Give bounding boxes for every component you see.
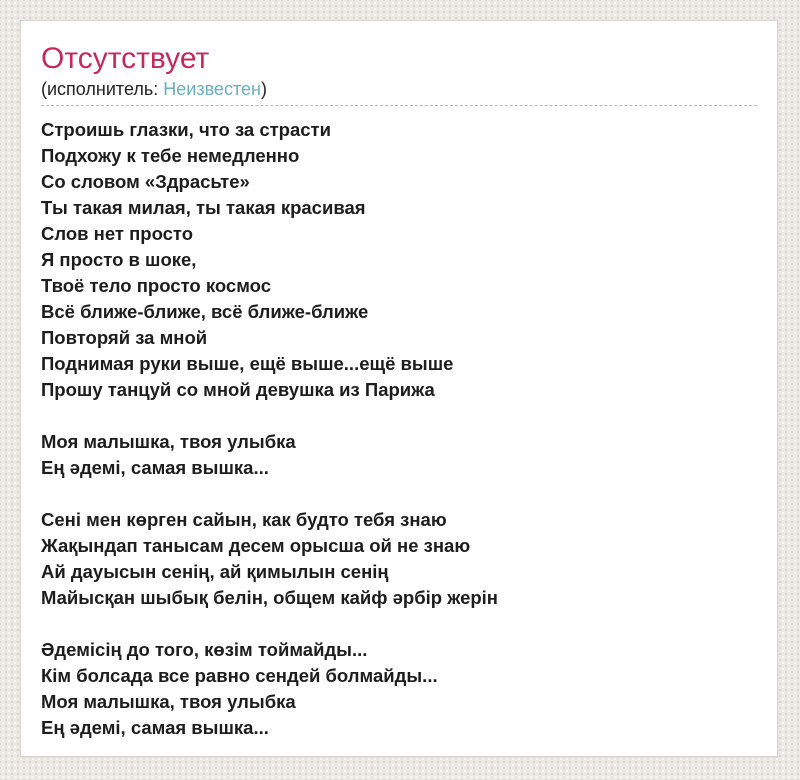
lyrics-stanza (41, 429, 757, 481)
lyric-line: Ең әдемі, самая вышка... (41, 457, 269, 478)
lyrics (41, 117, 757, 741)
lyrics-stanza (41, 637, 757, 741)
lyrics-stanza (41, 507, 757, 611)
lyric-line: Со словом «Здрасьте» (41, 171, 250, 192)
lyric-line: Ең әдемі, самая вышка... (41, 717, 269, 738)
lyrics-card (20, 20, 778, 757)
lyric-line: Моя малышка, твоя улыбка (41, 691, 296, 712)
lyric-line: Прошу танцуй со мной девушка из Парижа (41, 379, 435, 400)
artist-line (41, 78, 757, 106)
lyric-line: Твоё тело просто космос (41, 275, 271, 296)
lyric-line: Ай дауысын сенің, ай қимылын сенің (41, 561, 389, 582)
lyric-line: Повторяй за мной (41, 327, 208, 348)
lyric-line: Строишь глазки, что за страсти (41, 119, 331, 140)
lyric-line: Әдемісің до того, көзім тоймайды... (41, 639, 368, 660)
lyric-line: Я просто в шоке, (41, 249, 197, 270)
lyric-line: Поднимая руки выше, ещё выше...ещё выше (41, 353, 454, 374)
song-title: Отсутствует (41, 42, 210, 75)
artist-link[interactable]: Неизвестен (163, 79, 261, 99)
artist-label-prefix: (исполнитель: (41, 79, 164, 99)
lyric-line: Ты такая милая, ты такая красивая (41, 197, 366, 218)
lyric-line: Майысқан шыбық белін, общем кайф әрбір жерін (41, 587, 498, 608)
lyric-line: Слов нет просто (41, 223, 194, 244)
lyric-line: Сені мен көрген сайын, как будто тебя знаю (41, 509, 447, 530)
lyrics-stanza (41, 117, 757, 403)
lyric-line: Подхожу к тебе немедленно (41, 145, 300, 166)
lyric-line: Всё ближе-ближе, всё ближе-ближе (41, 301, 369, 322)
artist-label-suffix: ) (260, 79, 267, 99)
lyric-line: Моя малышка, твоя улыбка (41, 431, 296, 452)
lyric-line: Жақындап танысам десем орысша ой не знаю (41, 535, 471, 556)
lyric-line: Кім болсада все равно сендей болмайды... (41, 665, 438, 686)
